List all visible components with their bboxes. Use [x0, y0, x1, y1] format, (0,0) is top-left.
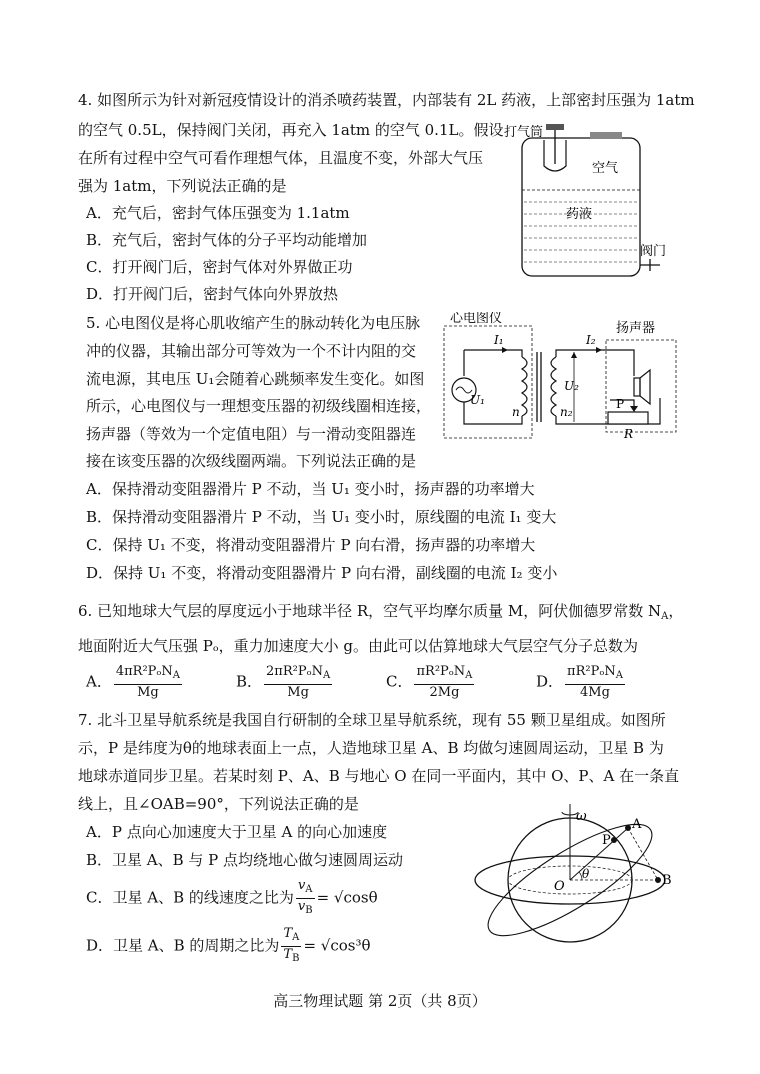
q6-option-b-den: Mg: [287, 685, 309, 700]
q6-option-a-den: Mg: [137, 685, 159, 700]
q6-option-c-num: πR²PₒN: [416, 664, 466, 679]
q7-option-b: B．卫星 A、B 与 P 点均绕地心做匀速圆周运动: [86, 851, 404, 869]
q5-n1-label: n: [512, 405, 520, 419]
q5-i1-label: I₁: [494, 333, 504, 347]
q4-valve-label: 阀门: [640, 244, 667, 259]
q6-option-c-num-sub: A: [465, 670, 473, 681]
q6-option-a-label: A．: [86, 672, 112, 691]
q7-option-d-eq: = √cos³θ: [303, 936, 371, 955]
q5-line-4: 所示，心电图仪与一理想变压器的初级线圈相连接，: [86, 397, 432, 415]
q5-u2-label: U₂: [564, 379, 579, 393]
q5-n2-label: n₂: [560, 405, 573, 419]
q6-option-c-label: C．: [386, 672, 413, 691]
q5-line-5: 扬声器（等效为一个定值电阻）与一滑动变阻器连: [86, 425, 417, 443]
q5-line-2: 冲的仪器，其输出部分可等效为一个不计内阻的交: [86, 342, 417, 360]
q5-speaker-label: 扬声器: [616, 321, 656, 336]
q7-option-d-num: T: [283, 926, 293, 941]
q6-option-b-num: 2πR²PₒN: [266, 664, 323, 679]
q7-b-label: B: [662, 873, 672, 888]
q7-a-label: A: [632, 817, 642, 832]
q7-option-c-text: C．卫星 A、B 的线速度之比为: [86, 888, 294, 907]
q7-line-3: 地球赤道同步卫星。若某时刻 P、A、B 与地心 O 在同一平面内，其中 O、P、A 在一条直: [78, 767, 680, 785]
q5-option-d: D．保持 U₁ 不变，将滑动变阻器滑片 P 向右滑，副线圈的电流 I₂ 变小: [86, 564, 558, 582]
q7-option-c-num-sub: A: [305, 884, 313, 895]
q6-option-a-num-sub: A: [172, 670, 181, 681]
q6-option-d-num-sub: A: [615, 670, 623, 681]
q4-option-a: A．充气后，密封气体压强变为 1.1atm: [86, 204, 350, 222]
q5-i2-label: I₂: [586, 333, 596, 347]
q7-option-c-num: v: [297, 878, 306, 893]
q6-option-a: [86, 664, 184, 701]
q7-option-a: A．P 点向心加速度大于卫星 A 的向心加速度: [86, 823, 388, 841]
q6-option-d-num: πR²PₒN: [567, 664, 616, 679]
q7-option-c: [86, 878, 378, 919]
q4-option-c: C．打开阀门后，密封气体对外界做正功: [86, 258, 353, 276]
q6-option-c-den: 2Mg: [429, 685, 460, 700]
q5-option-c: C．保持 U₁ 不变，将滑动变阻器滑片 P 向右滑，扬声器的功率增大: [86, 536, 536, 554]
q6-line-1-text: 6. 已知地球大气层的厚度远小于地球半径 R，空气平均摩尔质量 M，阿伏伽德罗常数 N: [78, 602, 662, 620]
q7-theta-label: θ: [582, 867, 590, 881]
q7-option-c-den-sub: B: [305, 905, 313, 916]
q4-air-label: 空气: [592, 161, 619, 176]
page-footer: 高三物理试题 第 2页（共 8页）: [273, 992, 487, 1010]
q4-line-4: 强为 1atm，下列说法正确的是: [78, 177, 287, 195]
q7-p-label: P: [602, 833, 611, 848]
q4-sprayer-figure: [500, 120, 680, 285]
q6-option-b: [236, 664, 334, 701]
q4-option-b: B．充气后，密封气体的分子平均动能增加: [86, 231, 368, 249]
q7-line-4: 线上，且∠OAB=90°，下列说法正确的是: [78, 795, 359, 813]
q5-line-6: 接在该变压器的次级线圈两端。下列说法正确的是: [86, 452, 417, 470]
q5-ecg-label: 心电图仪: [450, 312, 503, 326]
q7-option-d-num-sub: A: [292, 932, 300, 943]
q6-line-1-sub: A: [661, 611, 669, 622]
q7-option-d-den: T: [283, 947, 293, 962]
q6-line-2: 地面附近大气压强 Pₒ，重力加速度大小 g。由此可以估算地球大气层空气分子总数为: [78, 637, 639, 655]
q5-u1-label: U₁: [470, 393, 485, 407]
q5-p-label: P: [616, 397, 625, 411]
q4-line-1: 4. 如图所示为针对新冠疫情设计的消杀喷药装置，内部装有 2L 药液，上部密封压强为 1atm: [78, 91, 695, 109]
q6-option-d-label: D．: [536, 672, 564, 691]
q6-option-b-label: B．: [236, 672, 263, 691]
q7-option-d-den-sub: B: [292, 953, 300, 964]
q7-omega-label: ω: [576, 809, 587, 824]
q5-line-1: 5. 心电图仪是将心肌收缩产生的脉动转化为电压脉: [86, 314, 421, 332]
q5-r-label: R: [624, 427, 634, 441]
q6-option-a-num: 4πR²PₒN: [115, 664, 173, 679]
q5-option-a: A．保持滑动变阻器滑片 P 不动，当 U₁ 变小时，扬声器的功率增大: [86, 480, 535, 498]
q6-option-c: [386, 664, 476, 701]
q5-circuit-figure: [440, 312, 680, 442]
q4-option-d: D．打开阀门后，密封气体向外界放热: [86, 285, 339, 303]
q6-option-d: [536, 664, 627, 701]
q4-line-3: 在所有过程中空气可看作理想气体，且温度不变，外部大气压: [78, 149, 484, 167]
q6-option-b-num-sub: A: [322, 670, 331, 681]
q6-line-1: 6. 已知地球大气层的厚度远小于地球半径 R，空气平均摩尔质量 M，阿伏伽德罗常数 $N_A$，: [78, 602, 684, 622]
q7-option-d: [86, 926, 371, 967]
q7-option-c-den: v: [297, 899, 306, 914]
q4-liquid-label: 药液: [566, 207, 593, 222]
q7-orbit-figure: [470, 798, 690, 968]
q5-option-b: B．保持滑动变阻器滑片 P 不动，当 U₁ 变小时，原线圈的电流 I₁ 变大: [86, 508, 557, 526]
q7-line-2: 示，P 是纬度为θ的地球表面上一点，人造地球卫星 A、B 均做匀速圆周运动，卫星 B 为: [78, 739, 664, 757]
q7-o-label: O: [554, 879, 565, 894]
q4-pump-label: 打气筒: [504, 125, 544, 140]
q6-option-d-den: 4Mg: [580, 685, 610, 700]
q7-option-d-text: D．卫星 A、B 的周期之比为: [86, 936, 280, 955]
q5-line-3: 流电源，其电压 U₁会随着心跳频率发生变化。如图: [86, 370, 425, 388]
q4-line-2: 的空气 0.5L，保持阀门关闭，再充入 1atm 的空气 0.1L。假设: [78, 121, 504, 139]
q7-line-1: 7. 北斗卫星导航系统是我国自行研制的全球卫星导航系统，现有 55 颗卫星组成。如图所: [78, 711, 666, 729]
q7-option-c-eq: = √cosθ: [316, 888, 378, 907]
